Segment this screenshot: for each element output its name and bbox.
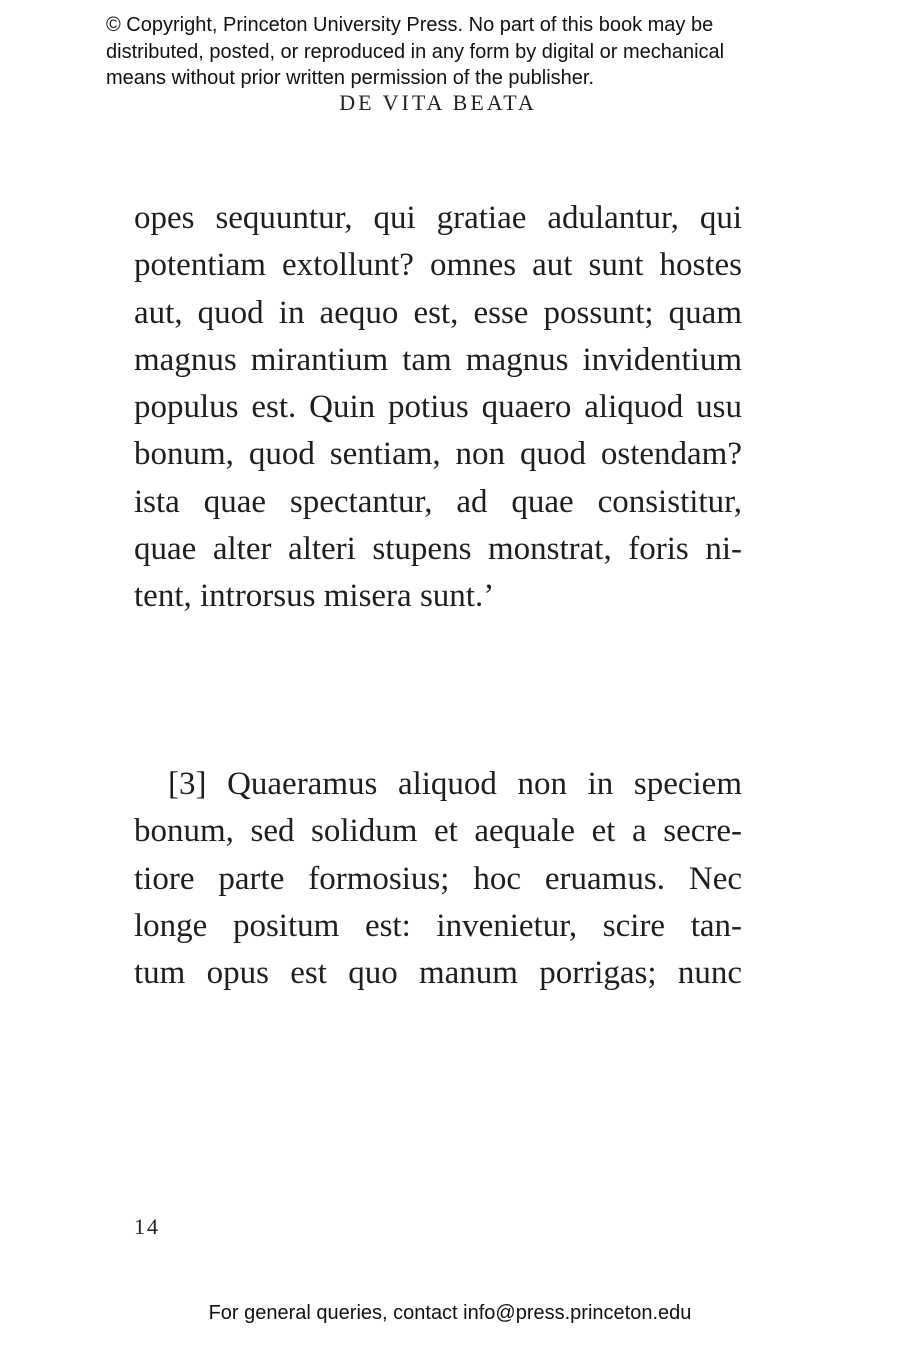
copyright-line: means without prior written permission of the publisher. — [106, 67, 595, 89]
text-line: populus est. Quin potius quaero aliquod usu — [134, 389, 742, 426]
paragraph-2 — [134, 761, 742, 997]
text-line: [3] Quaeramus aliquod non in speciem — [168, 766, 742, 802]
text-line: tiore parte formosius; hoc eruamus. Nec — [134, 860, 742, 897]
running-head: DE VITA BEATA — [339, 90, 537, 115]
text-line: tent, introrsus misera sunt.’ — [134, 578, 495, 615]
paragraph-1 — [134, 195, 742, 621]
footer-contact: For general queries, contact info@press.princeton.edu — [208, 1302, 692, 1324]
text-line: aut, quod in aequo est, esse possunt; quam — [134, 294, 742, 331]
text-line: ista quae spectantur, ad quae consistitur, — [134, 483, 742, 520]
text-line: tum opus est quo manum porrigas; nunc — [134, 955, 742, 992]
copyright-line: distributed, posted, or reproduced in any form by digital or mechanical — [106, 40, 725, 63]
text-line: quae alter alteri stupens monstrat, foris ni- — [134, 531, 742, 568]
text-line: bonum, quod sentiam, non quod ostendam? — [134, 436, 742, 473]
text-line: longe positum est: invenietur, scire tan- — [134, 907, 742, 944]
text-line: bonum, sed solidum et aequale et a secre- — [134, 813, 742, 850]
page-number: 14 — [134, 1214, 160, 1239]
copyright-line: © Copyright, Princeton University Press. No part of this book may be — [106, 14, 714, 36]
text-line: opes sequuntur, qui gratiae adulantur, qui — [134, 200, 742, 236]
copyright-notice — [106, 12, 826, 92]
text-line: potentiam extollunt? omnes aut sunt hostes — [134, 247, 742, 284]
text-line: magnus mirantium tam magnus invidentium — [134, 341, 742, 378]
